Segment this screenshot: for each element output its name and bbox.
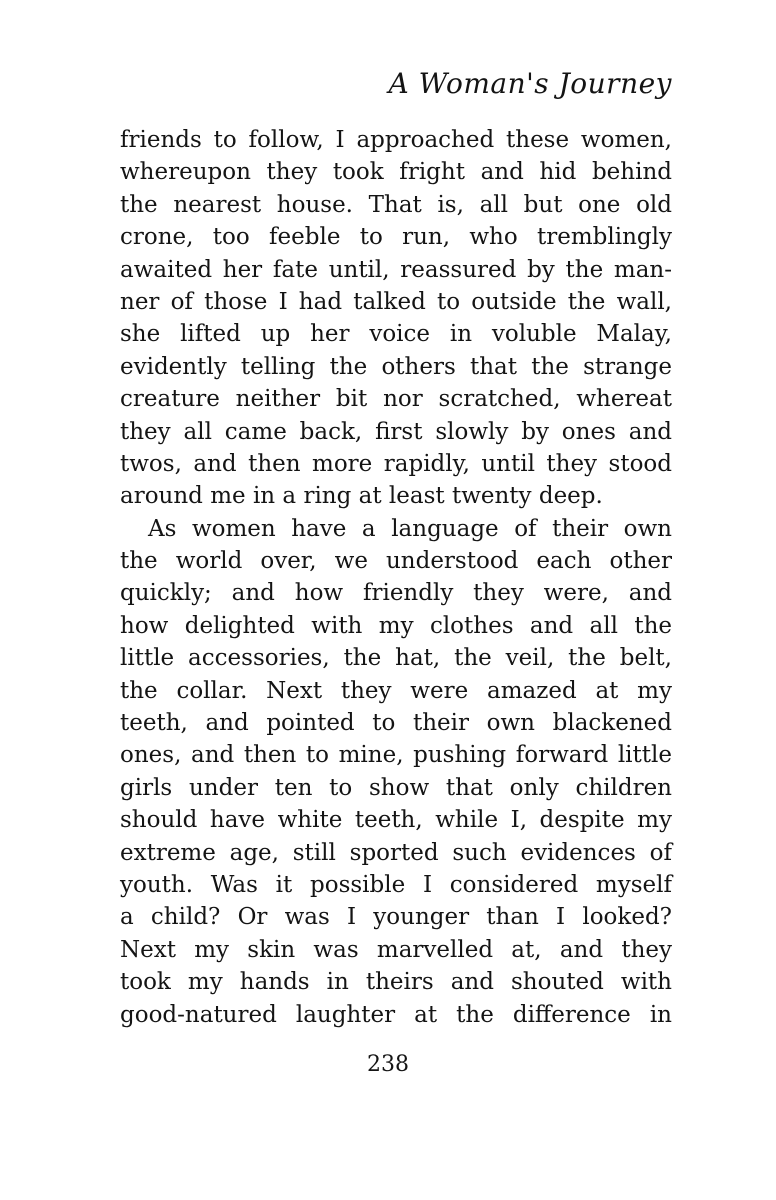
text-line: they all came back, first slowly by ones and	[120, 418, 672, 445]
text-line: the world over, we understood each other	[120, 548, 672, 575]
text-line: little accessories, the hat, the veil, the belt,	[120, 645, 672, 672]
text-line: how delighted with my clothes and all the	[120, 612, 672, 639]
running-title: A Woman's Journey	[388, 67, 672, 100]
text-line: the nearest house. That is, all but one old	[120, 191, 672, 218]
text-line: youth. Was it possible I considered myself	[120, 871, 672, 898]
text-line: evidently telling the others that the strange	[120, 353, 672, 380]
text-line: Next my skin was marvelled at, and they	[120, 936, 672, 963]
text-line: extreme age, still sported such evidences of	[120, 839, 672, 866]
text-line: friends to follow, I approached these women,	[120, 127, 672, 153]
body-text	[120, 124, 672, 1031]
text-line: creature neither bit nor scratched, whereat	[120, 386, 672, 413]
text-line: she lifted up her voice in voluble Malay,	[120, 321, 672, 348]
text-line: awaited her fate until, reassured by the man-	[120, 256, 672, 283]
text-line: ner of those I had talked to outside the wall,	[120, 288, 672, 315]
text-line: girls under ten to show that only children	[120, 774, 672, 801]
text-line: quickly; and how friendly they were, and	[120, 580, 672, 607]
text-line: twos, and then more rapidly, until they stood	[120, 450, 672, 477]
text-line: the collar. Next they were amazed at my	[120, 677, 672, 704]
text-line: took my hands in theirs and shouted with	[120, 969, 672, 996]
paragraph-first-line: As women have a language of their own	[148, 515, 672, 542]
text-line: ones, and then to mine, pushing forward little	[120, 742, 672, 769]
text-line: good-natured laughter at the difference in	[120, 1001, 672, 1028]
paragraph-last-line: around me in a ring at least twenty deep.	[120, 483, 603, 510]
text-line: a child? Or was I younger than I looked?	[120, 904, 672, 931]
text-line: should have white teeth, while I, despite my	[120, 807, 672, 834]
page-number: 238	[367, 1052, 409, 1077]
text-line: whereupon they took fright and hid behind	[120, 159, 672, 186]
text-line: crone, too feeble to run, who tremblingly	[120, 224, 672, 251]
text-line: teeth, and pointed to their own blackened	[120, 710, 672, 737]
